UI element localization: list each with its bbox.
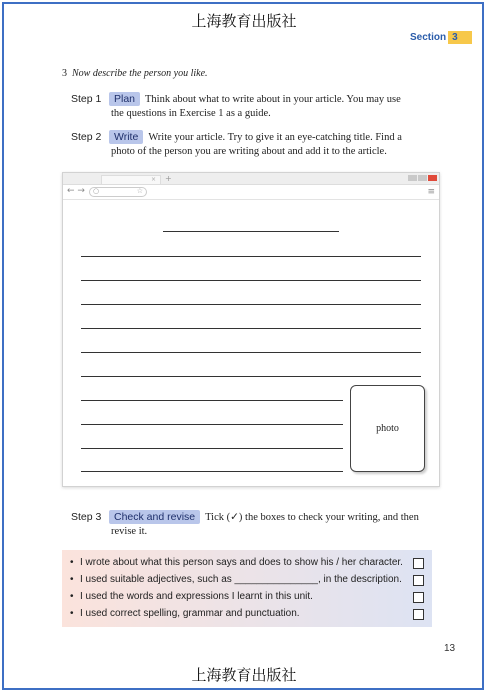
step-tag-plan: Plan	[109, 92, 140, 106]
step-label: Step 2	[71, 131, 102, 143]
browser-writing-frame	[62, 172, 440, 487]
step-text-line1: Think about what to write about in your article. You may use	[145, 94, 401, 105]
step-label: Step 1	[71, 93, 102, 105]
step-tag-write: Write	[109, 130, 143, 144]
bullet-icon: •	[70, 608, 74, 619]
checklist-item	[70, 608, 424, 619]
checklist-text: I used suitable adjectives, such as _______________, in the description.	[80, 574, 402, 585]
close-icon	[428, 175, 437, 181]
window-controls	[408, 175, 437, 181]
writing-line[interactable]	[81, 304, 421, 305]
checkbox[interactable]	[413, 609, 424, 620]
writing-line[interactable]	[81, 400, 343, 401]
checkbox[interactable]	[413, 575, 424, 586]
checklist-text: I wrote about what this person says and does to show his / her character.	[80, 557, 403, 568]
title-blank[interactable]	[163, 231, 339, 232]
writing-line[interactable]	[81, 424, 343, 425]
writing-line[interactable]	[81, 376, 421, 377]
step-text-line2: the questions in Exercise 1 as a guide.	[111, 108, 271, 119]
checkbox[interactable]	[413, 558, 424, 569]
browser-address-bar	[63, 185, 439, 200]
step-2	[71, 130, 431, 159]
checklist-text: I used the words and expressions I learnt in this unit.	[80, 591, 313, 602]
step-1	[71, 92, 431, 121]
section-number: 3	[448, 31, 472, 44]
address-field	[89, 187, 147, 197]
checklist-text: I used correct spelling, grammar and punctuation.	[80, 608, 300, 619]
browser-tab-strip	[63, 173, 439, 185]
step-label: Step 3	[71, 511, 102, 523]
bullet-icon: •	[70, 557, 74, 568]
exercise-number: 3	[62, 68, 67, 79]
menu-icon: ≡	[427, 187, 435, 197]
exercise-text: Now describe the person you like.	[72, 68, 208, 79]
reload-icon: ○	[93, 187, 100, 195]
publisher-footer: 上海教育出版社	[191, 666, 297, 684]
writing-line[interactable]	[81, 280, 421, 281]
step-tag-check: Check and revise	[109, 510, 200, 524]
browser-tab	[101, 175, 161, 184]
bullet-icon: •	[70, 591, 74, 602]
step-3	[71, 510, 431, 539]
checklist-item	[70, 557, 424, 568]
step-text-line2: photo of the person you are writing about and add it to the article.	[111, 146, 387, 157]
step-text-line1: Tick (✓) the boxes to check your writing, and then	[205, 512, 419, 523]
section-label: Section	[410, 32, 447, 43]
step-text-line2: revise it.	[111, 526, 148, 537]
checklist-item	[70, 591, 424, 602]
writing-line[interactable]	[81, 328, 421, 329]
step-text-line1: Write your article. Try to give it an eye-catching title. Find a	[148, 132, 402, 143]
publisher-header: 上海教育出版社	[191, 12, 297, 30]
star-icon: ☆	[136, 187, 143, 195]
checkbox[interactable]	[413, 592, 424, 603]
photo-placeholder[interactable]	[350, 385, 425, 472]
writing-line[interactable]	[81, 448, 343, 449]
section-tag	[410, 31, 472, 44]
new-tab-icon: +	[165, 174, 172, 183]
writing-line[interactable]	[81, 471, 343, 472]
tab-close-icon: ×	[150, 176, 156, 183]
maximize-icon	[418, 175, 427, 181]
checklist-panel	[62, 550, 432, 627]
writing-line[interactable]	[81, 352, 421, 353]
bullet-icon: •	[70, 574, 74, 585]
nav-arrows-icon: ← →	[67, 186, 85, 196]
photo-label: photo	[376, 423, 399, 434]
minimize-icon	[408, 175, 417, 181]
page-number: 13	[444, 643, 456, 654]
checklist-item	[70, 574, 424, 585]
exercise-instruction	[62, 68, 208, 79]
writing-line[interactable]	[81, 256, 421, 257]
